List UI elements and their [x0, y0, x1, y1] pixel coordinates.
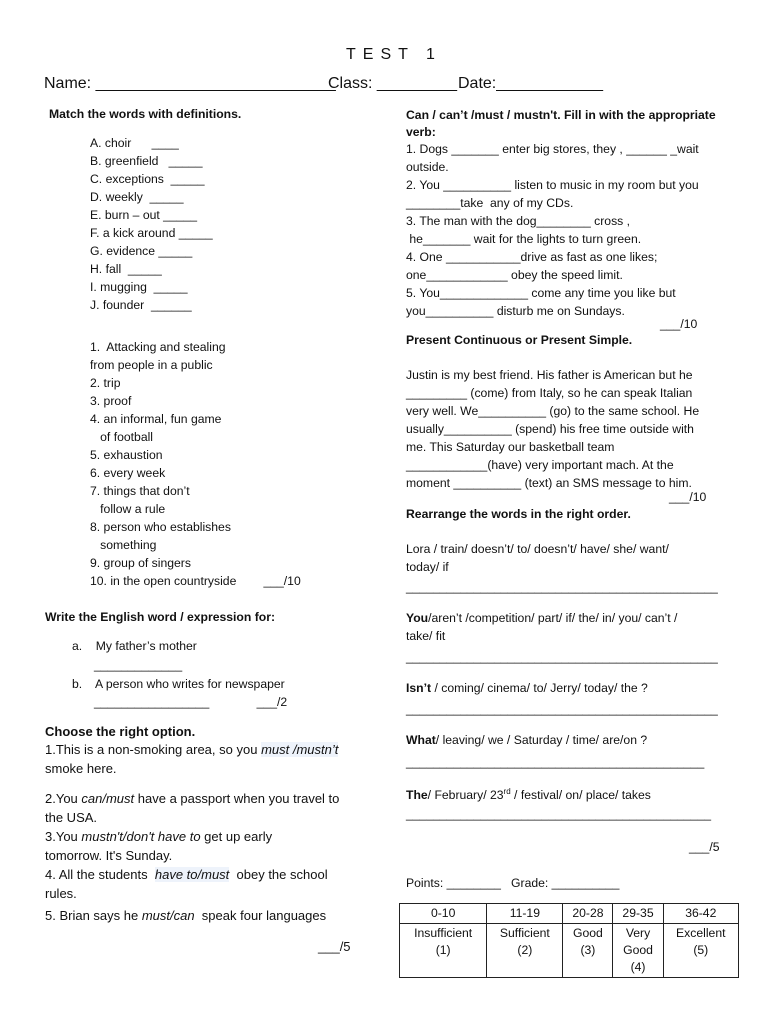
grade-label-cell: Very Good (4): [613, 924, 663, 978]
rearrange-sentence-2-cont: take/ fit: [406, 629, 446, 643]
exercise-line: you__________ disturb me on Sundays.: [406, 304, 625, 318]
choose-option-3[interactable]: mustn't/don't have to: [81, 829, 201, 844]
exercise-line: he_______ wait for the lights to turn green.: [406, 232, 642, 246]
match-word: A. choir ____: [90, 136, 179, 150]
rearrange-sentence-2: You/aren’t /competition/ part/ if/ the/ in/ you/ can’t /: [406, 611, 678, 625]
choose-question-2-cont: the USA.: [45, 810, 98, 825]
rearrange-sentence-5: The/ February/ 23rd / festival/ on/ place/ takes: [406, 787, 651, 803]
choose-option-2[interactable]: can/must: [81, 791, 135, 806]
exercise-line: _________ (come) from Italy, so he can speak Italian: [406, 386, 693, 400]
tenses-heading: Present Continuous or Present Simple.: [406, 333, 633, 347]
choose-option-4[interactable]: have to/must: [154, 867, 230, 882]
exercise-line: 4. One ___________drive as fast as one likes;: [406, 250, 658, 264]
choose-question-1: 1.This is a non-smoking area, so you must /mustn’t: [45, 742, 339, 757]
grade-label-cell: Sufficient (2): [487, 924, 563, 978]
date-field[interactable]: Date:____________: [458, 75, 604, 92]
choose-question-2: 2.You can/must have a passport when you travel to: [45, 791, 340, 806]
match-definitions-list: [90, 338, 301, 590]
choose-question-4: 4. All the students have to/must obey the school: [45, 867, 328, 882]
rearrange-sentence-1-cont: today/ if: [406, 560, 449, 574]
exercise-line: Justin is my best friend. His father is American but he: [406, 368, 693, 382]
choose-score: ___/5: [318, 939, 351, 954]
match-word: I. mugging _____: [90, 280, 188, 294]
answer-blank-3[interactable]: ______________________________________________: [406, 702, 718, 716]
match-word: D. weekly _____: [90, 190, 184, 204]
answer-blank-1[interactable]: ______________________________________________: [406, 580, 718, 594]
tenses-exercise: [406, 366, 699, 492]
definition: 8. person who establishes: [90, 520, 231, 534]
definition: 1. Attacking and stealing: [90, 340, 226, 354]
modals-heading: Can / can’t /must / mustn't. Fill in with the appropriate: [406, 108, 716, 122]
match-word: C. exceptions _____: [90, 172, 205, 186]
english-item-b: b. A person who writes for newspaper: [72, 677, 285, 691]
modals-heading-cont: verb:: [406, 125, 436, 139]
exercise-line: ____________(have) very important mach. At the: [406, 458, 674, 472]
choose-question-1-cont: smoke here.: [45, 761, 117, 776]
modals-exercise: [406, 140, 699, 320]
choose-option-1[interactable]: must /mustn’t: [261, 742, 339, 757]
definition: 4. an informal, fun game: [90, 412, 222, 426]
grade-label-cell: Excellent (5): [663, 924, 738, 978]
grade-ranges-row: [400, 904, 739, 924]
rearrange-score: ___/5: [689, 840, 720, 854]
definition: 9. group of singers: [90, 556, 191, 570]
definition: 10. in the open countryside ___/10: [90, 574, 301, 588]
grade-range: 20-28: [563, 904, 613, 924]
tenses-score: ___/10: [669, 490, 707, 504]
answer-blank-4[interactable]: ____________________________________________: [406, 755, 705, 769]
exercise-line: 2. You __________ listen to music in my room but you: [406, 178, 699, 192]
definition: something: [90, 538, 157, 552]
match-heading: Match the words with definitions.: [49, 107, 242, 121]
match-word: J. founder ______: [90, 298, 192, 312]
grade-range: 11-19: [487, 904, 563, 924]
test-title: TEST 1: [346, 46, 442, 63]
rearrange-sentence-3: Isn’t / coming/ cinema/ to/ Jerry/ today/ the ?: [406, 681, 648, 695]
match-words-list: [90, 134, 213, 314]
rearrange-sentence-4: What/ leaving/ we / Saturday / time/ are/on ?: [406, 733, 648, 747]
exercise-line: 1. Dogs _______ enter big stores, they , ______ _wait: [406, 142, 699, 156]
points-grade-line[interactable]: Points: ________ Grade: __________: [406, 876, 620, 890]
grade-labels-row: [400, 924, 739, 978]
definition: 6. every week: [90, 466, 166, 480]
exercise-line: outside.: [406, 160, 449, 174]
grade-label-cell: Good (3): [563, 924, 613, 978]
match-word: F. a kick around _____: [90, 226, 213, 240]
grade-range: 0-10: [400, 904, 487, 924]
definition: 7. things that don’t: [90, 484, 190, 498]
definition: 5. exhaustion: [90, 448, 163, 462]
grade-range: 29-35: [613, 904, 663, 924]
definition: of football: [90, 430, 154, 444]
answer-blank-5[interactable]: _____________________________________________: [406, 807, 712, 821]
definition: from people in a public: [90, 358, 213, 372]
grade-range: 36-42: [663, 904, 738, 924]
rearrange-heading: Rearrange the words in the right order.: [406, 507, 631, 521]
definition: 2. trip: [90, 376, 121, 390]
exercise-line: me. This Saturday our basketball team: [406, 440, 615, 454]
answer-blank-2[interactable]: ______________________________________________: [406, 650, 718, 664]
exercise-line: usually__________ (spend) his free time outside with: [406, 422, 694, 436]
grading-table: [399, 903, 739, 978]
exercise-line: 5. You_____________ come any time you like but: [406, 286, 676, 300]
english-blank-a[interactable]: _____________: [94, 658, 183, 672]
match-word: E. burn – out _____: [90, 208, 198, 222]
definition: 3. proof: [90, 394, 132, 408]
class-field[interactable]: Class: _________: [328, 75, 457, 92]
definition: follow a rule: [90, 502, 166, 516]
exercise-line: very well. We__________ (go) to the same school. He: [406, 404, 700, 418]
exercise-line: one____________ obey the speed limit.: [406, 268, 623, 282]
choose-question-4-cont: rules.: [45, 886, 77, 901]
exercise-line: 3. The man with the dog________ cross ,: [406, 214, 631, 228]
exercise-line: ________take any of my CDs.: [406, 196, 574, 210]
choose-option-5[interactable]: must/can: [141, 908, 195, 923]
rearrange-sentence-1: Lora / train/ doesn’t/ to/ doesn’t/ have/ she/ want/: [406, 542, 669, 556]
choose-question-5: 5. Brian says he must/can speak four languages: [45, 908, 327, 923]
match-word: B. greenfield _____: [90, 154, 203, 168]
choose-heading: Choose the right option.: [45, 724, 196, 739]
exercise-line: moment __________ (text) an SMS message to him.: [406, 476, 692, 490]
english-heading: Write the English word / expression for:: [45, 610, 276, 624]
match-word: H. fall _____: [90, 262, 162, 276]
grade-label-cell: Insufficient (1): [400, 924, 487, 978]
modals-score: ___/10: [660, 317, 698, 331]
english-item-a: a. My father’s mother: [72, 639, 197, 653]
english-blank-b[interactable]: _________________ ___/2: [94, 695, 288, 709]
choose-question-3-cont: tomorrow. It's Sunday.: [45, 848, 173, 863]
choose-question-3: 3.You mustn't/don't have to get up early: [45, 829, 273, 844]
name-field[interactable]: Name: ___________________________: [44, 75, 336, 92]
match-word: G. evidence _____: [90, 244, 193, 258]
